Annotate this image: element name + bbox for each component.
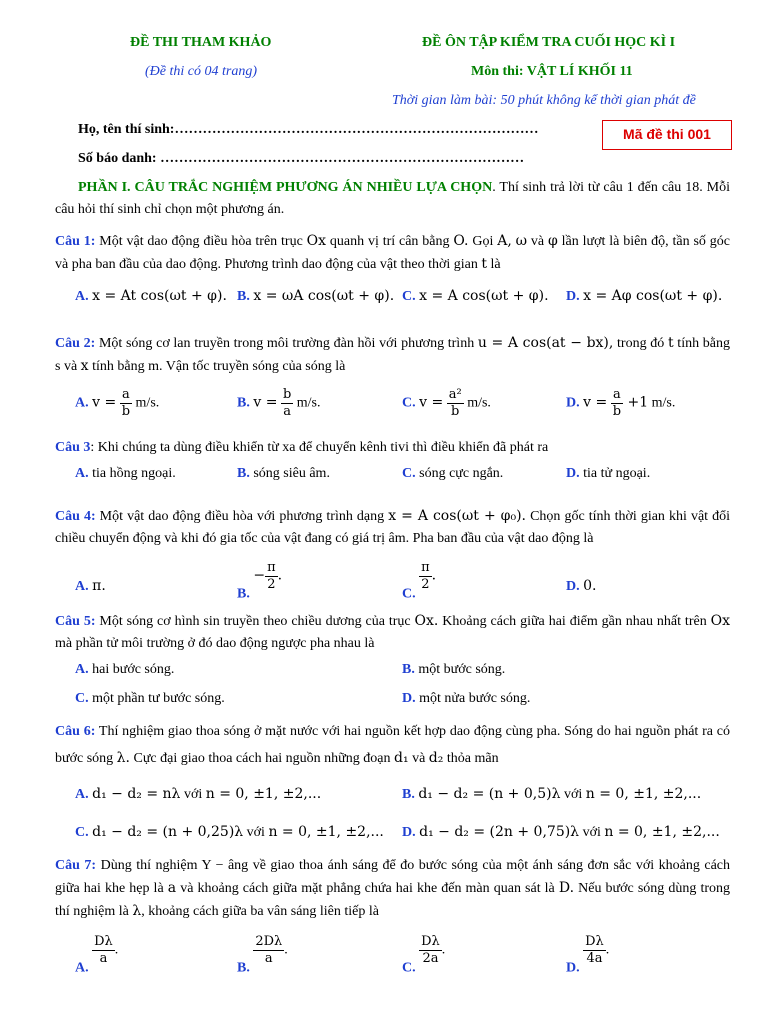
part1-intro: PHẦN I. CÂU TRẮC NGHIỆM PHƯƠNG ÁN NHIỀU LỰA CHỌN. Thí sinh trả lời từ câu 1 đến câu 18. Mỗi câu hỏi thí sinh chỉ chọn một phương án. <box>55 180 731 217</box>
exam-code-box: Mã đề thi 001 <box>602 120 732 150</box>
q4-option-b[interactable]: B. − $\frac{\pi}{2}$ . <box>237 560 283 602</box>
question-7: Câu 7: Dùng thí nghiệm Y − âng về giao thoa ánh sáng để đo bước sóng của một ánh sáng đơn sắc với khoảng cách giữa hai khe hẹp là a và khoảng cách giữa mặt phẳng chứa hai khe đến màn quan sát là D. Nếu bước sóng dùng trong thí nghiệm là λ, khoảng cách giữa ba vân sáng liên tiếp là <box>55 858 730 919</box>
q5-option-c[interactable]: C. một phần tư bước sóng. <box>75 691 225 706</box>
q6-option-d[interactable]: D. d₁ − d₂ = (2n + 0,75)λ với n = 0, ±1, ±2,... <box>402 824 720 840</box>
question-3: Câu 3: Khi chúng ta dùng điều khiển từ xa để chuyển kênh tivi thì điều khiển đã phát ra <box>55 440 549 455</box>
q1-option-a[interactable]: A. x = At cos(ωt + φ). <box>75 288 227 304</box>
q3-option-c[interactable]: C. sóng cực ngắn. <box>402 466 504 481</box>
q3-option-a[interactable]: A. tia hồng ngoại. <box>75 466 176 481</box>
q1-option-d[interactable]: D. x = Aφ cos(ωt + φ). <box>566 288 723 304</box>
q2-option-c[interactable]: C. v = $\frac{\text{a²}}{b}$ m/s. <box>402 387 491 419</box>
q4-option-a[interactable]: A. π. <box>75 578 106 594</box>
q7-option-c[interactable]: C. $\frac{D\lambda}{2a}$ . <box>402 934 446 976</box>
q7-option-d[interactable]: D. $\frac{D\lambda}{4a}$ . <box>566 934 610 976</box>
exam-type-title: ĐỀ THI THAM KHẢO <box>130 35 272 50</box>
q5-option-a[interactable]: A. hai bước sóng. <box>75 662 175 677</box>
part1-heading: PHẦN I. CÂU TRẮC NGHIỆM PHƯƠNG ÁN NHIỀU LỰA CHỌN <box>78 180 493 195</box>
q7-option-a[interactable]: A. $\frac{D\lambda}{a}$ . <box>75 934 119 976</box>
question-6: Câu 6: Thí nghiệm giao thoa sóng ở mặt nước với hai nguồn kết hợp dao động cùng pha. Sóng do hai nguồn phát ra có bước sóng λ. Cực đại giao thoa cách hai nguồn những đoạn d₁ và d₂ thỏa mãn <box>55 724 730 766</box>
q1-option-b[interactable]: B. x = ωA cos(ωt + φ). <box>237 288 395 304</box>
subject-label: Môn thi: VẬT LÍ KHỐI 11 <box>471 64 633 79</box>
student-name-line: Họ, tên thí sinh:…………………………………………………………………… <box>78 122 539 137</box>
question-4: Câu 4: Một vật dao động điều hòa với phương trình dạng x = A cos(ωt + φ₀). Chọn gốc tính thời gian khi vật đổi chiều chuyển động và khi đó gia tốc của vật đang có giá trị âm. Pha ban đầu của vật dao động là <box>55 508 730 546</box>
question-1: Câu 1: Một vật dao động điều hòa trên trục Ox quanh vị trí cân bằng O. Gọi A, ω và φ lần lượt là biên độ, tần số góc và pha ban đầu của dao động. Phương trình dao động của vật theo thời gian t là <box>55 233 731 272</box>
page-count-note: (Đề thi có 04 trang) <box>145 64 257 79</box>
question-2: Câu 2: Một sóng cơ lan truyền trong môi trường đàn hồi với phương trình u = A cos(at − bx), trong đó t tính bằng s và x tính bằng m. Vận tốc truyền sóng của sóng là <box>55 335 730 374</box>
q2-option-a[interactable]: A. v = $\frac{a}{b}$ m/s. <box>75 387 160 419</box>
q6-option-c[interactable]: C. d₁ − d₂ = (n + 0,25)λ với n = 0, ±1, ±2,... <box>75 824 384 840</box>
student-id-line: Số báo danh: …………………………………………………………………… <box>78 151 525 166</box>
exam-title: ĐỀ ÔN TẬP KIỂM TRA CUỐI HỌC KÌ I <box>422 35 676 50</box>
q7-option-b[interactable]: B. $\frac{2D\lambda}{a}$ . <box>237 934 288 976</box>
q3-option-b[interactable]: B. sóng siêu âm. <box>237 466 330 481</box>
q1-option-c[interactable]: C. x = A cos(ωt + φ). <box>402 288 549 304</box>
q5-option-b[interactable]: B. một bước sóng. <box>402 662 506 677</box>
question-5: Câu 5: Một sóng cơ hình sin truyền theo chiều dương của trục Ox. Khoảng cách giữa hai điểm gần nhau nhất trên Ox mà phần tử môi trường ở đó dao động ngược pha nhau là <box>55 613 730 651</box>
q4-option-c[interactable]: C. $\frac{\pi}{2}$ . <box>402 560 437 602</box>
q2-option-d[interactable]: D. v = $\frac{a}{b}$ +1 m/s. <box>566 387 676 419</box>
q6-option-b[interactable]: B. d₁ − d₂ = (n + 0,5)λ với n = 0, ±1, ±2,... <box>402 786 702 802</box>
q2-option-b[interactable]: B. v = $\frac{b}{a}$ m/s. <box>237 387 321 419</box>
q4-option-d[interactable]: D. 0. <box>566 578 597 594</box>
q3-option-d[interactable]: D. tia tử ngoại. <box>566 466 651 481</box>
q6-option-a[interactable]: A. d₁ − d₂ = nλ với n = 0, ±1, ±2,... <box>75 786 322 802</box>
q5-option-d[interactable]: D. một nửa bước sóng. <box>402 691 531 706</box>
time-note: Thời gian làm bài: 50 phút không kể thời gian phát đề <box>392 93 696 108</box>
